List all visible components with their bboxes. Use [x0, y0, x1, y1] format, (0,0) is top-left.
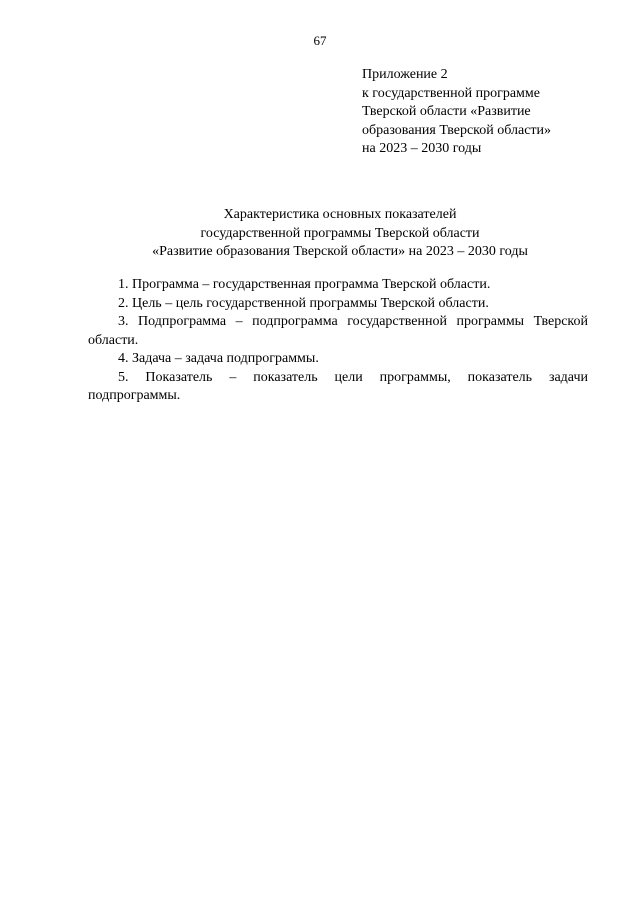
definition-item: 4. Задача – задача подпрограммы.	[118, 351, 319, 366]
definitions-list	[88, 276, 588, 406]
appendix-line: образования Тверской области»	[362, 122, 552, 138]
appendix-line: Тверской области «Развитие	[362, 104, 531, 119]
title-line: «Развитие образования Тверской области» на 2023 – 2030 годы	[152, 244, 528, 259]
appendix-line: к государственной программе	[362, 85, 540, 101]
definition-item: 1. Программа – государственная программа Тверской области.	[118, 277, 491, 292]
title-line: государственной программы Тверской области	[200, 225, 480, 241]
definition-item: 3. Подпрограмма – подпрограмма государственной программы Тверской области.	[88, 314, 588, 348]
definition-item: 2. Цель – цель государственной программы Тверской области.	[118, 295, 489, 311]
definition-item: 5. Показатель – показатель цели программы, показатель задачи подпрограммы.	[88, 369, 588, 403]
document-title	[70, 206, 610, 262]
appendix-line: Приложение 2	[362, 67, 448, 82]
appendix-header	[362, 66, 632, 159]
title-line: Характеристика основных показателей	[223, 207, 457, 222]
appendix-line: на 2023 – 2030 годы	[362, 141, 482, 156]
page-number: 67	[313, 33, 327, 48]
